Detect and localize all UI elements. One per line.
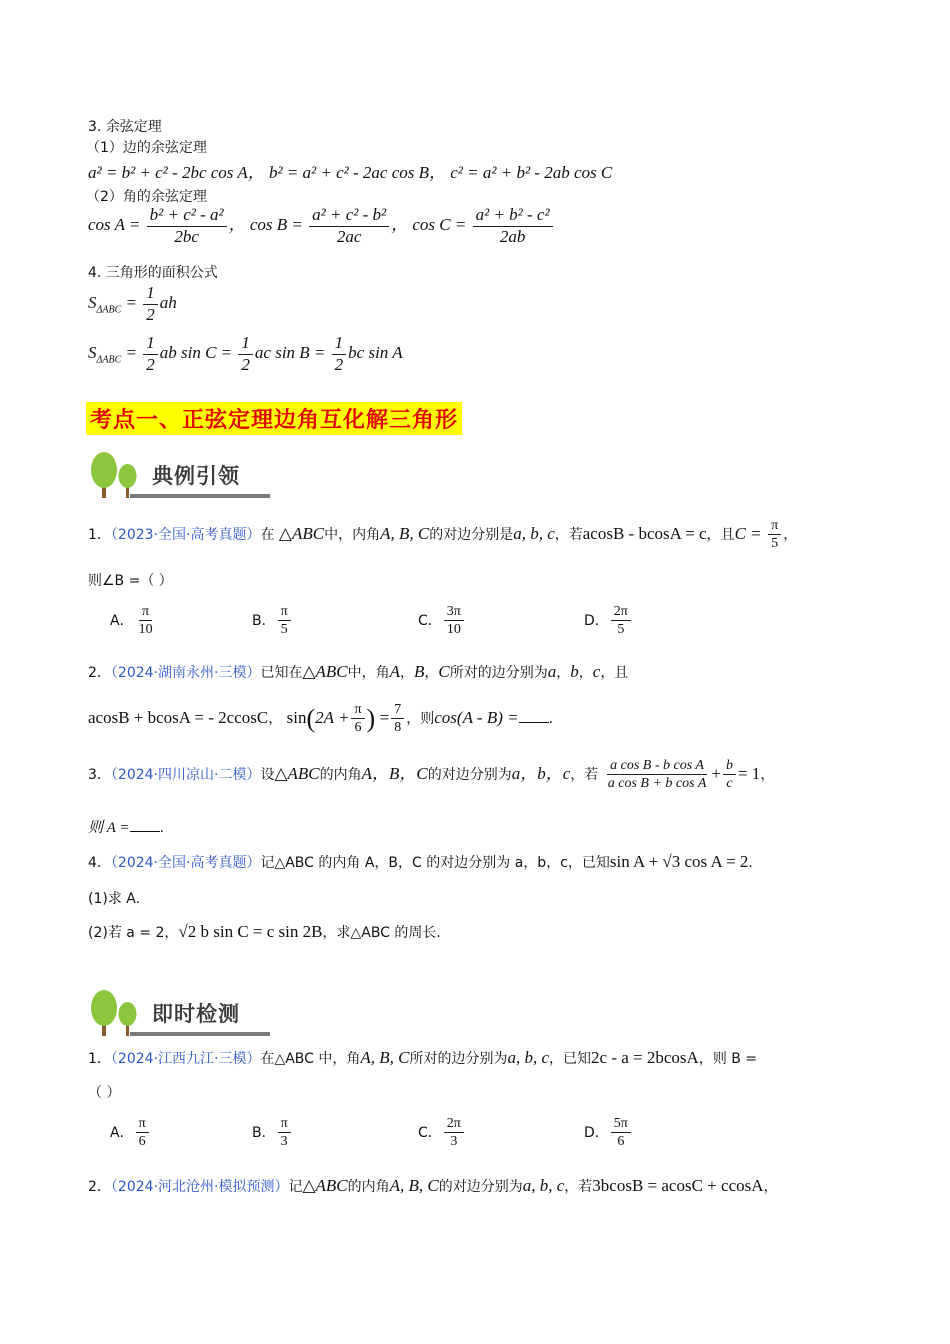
banner-tests (88, 986, 273, 1038)
test-q1-option-b[interactable]: B． $\frac{\pi}{3}$ (252, 1116, 293, 1150)
example-q1-option-d[interactable]: D． $\frac{2\pi}{5}$ (584, 604, 633, 638)
test-q2-line1: 2．（2024·河北沧州·模拟预测）记△ABC的内角A, B, C的对边分别为a, b, c，若3bcosB = acosC + ccosA， (88, 1176, 778, 1195)
cosC-fraction: $\frac{\text{a² + b² - c²}}{2ab}$ (473, 206, 553, 246)
example-q2-line2: acosB + bcosA = - 2ccosC， sin(2A + $\frac{\pi}{6}$ ) = $\frac{7}{8}$ ，则cos(A - B) = . (88, 702, 554, 736)
cosA-lhs: cos A = (88, 215, 141, 235)
area-formula-2: $S_{\Delta ABC}$ = $\frac{1}{2}$ ab sin C = $\frac{1}{2}$ ac sin B = $\frac{1}{2}$ bc sin A (88, 333, 403, 374)
banner-tests-label: 即时检测 (152, 1002, 240, 1026)
banner-examples (88, 448, 273, 500)
cosA-fraction: $\frac{\text{b² + c² - a²}}{2bc}$ (147, 206, 227, 246)
source-tag: （2024·湖南永州·三模） (110, 665, 261, 681)
source-tag: （2024·四川凉山·二模） (110, 766, 261, 783)
banner-examples-label: 典例引领 (152, 464, 240, 488)
tree-icon (88, 448, 148, 500)
example-q1-option-b[interactable]: B． $\frac{\pi}{5}$ (252, 604, 293, 638)
example-q2-line1: 2．（2024·湖南永州·三模）已知在△ABC中，角A，B，C所对的边分别为a，b，c，且 (88, 662, 629, 681)
source-tag: （2023·全国·高考真题） (110, 526, 261, 543)
cosine-law-sub2: （2）角的余弦定理 (86, 189, 207, 205)
eq-b: b² = a² + c² - 2ac cos B (268, 163, 430, 182)
cosC-lhs: cos C = (412, 215, 467, 235)
example-q1-line2: 则∠B =（ ） (88, 573, 173, 589)
example-q4-line1: 4．（2024·全国·高考真题）记△ABC 的内角 A，B，C 的对边分别为 a，b，c，已知sin A + √3 cos A = 2. (88, 852, 753, 871)
test-q1-line2: （ ） (88, 1085, 121, 1101)
cosine-law-sub1: （1）边的余弦定理 (86, 140, 207, 156)
source-tag: （2024·全国·高考真题） (110, 855, 261, 871)
cosine-eq-row: a² = b² + c² - 2bc cos A， b² = a² + c² - 2ac cos B， c² = a² + b² - 2ab cos C (88, 163, 613, 182)
answer-blank[interactable] (519, 708, 549, 723)
answer-blank[interactable] (130, 817, 160, 832)
example-q4-part1: (1)求 A. (88, 891, 141, 907)
source-tag: （2024·江西九江·三模） (110, 1051, 261, 1067)
example-q1-option-a[interactable]: A． $\frac{\pi}{10}$ (110, 604, 153, 638)
example-q4-part2: (2)若 a = 2，√2 b sin C = c sin 2B，求△ABC 的周长. (88, 922, 441, 941)
test-q1-option-d[interactable]: D． $\frac{5\pi}{6}$ (584, 1116, 633, 1150)
cosB-lhs: cos B = (249, 215, 303, 235)
eq-c: c² = a² + b² - 2ab cos C (450, 163, 613, 182)
area-heading: 4. 三角形的面积公式 (88, 265, 218, 281)
example-q3-line1: 3．（2024·四川凉山·二模）设△ABC的内角A，B，C的对边分别为a，b，c，若 $\frac{\text{a cos B - b cos A}}{\text{a cos B + b cos A}}$ + $\frac{b}{c}$ = 1， (88, 758, 775, 792)
example-q1-line1: 1．（2023·全国·高考真题）在 △ABC中，内角A, B, C的对边分别是a, b, c，若acosB - bcosA = c，且C = $\frac{\pi}{5}$ ， (88, 518, 798, 552)
test-q1-option-a[interactable]: A． $\frac{\pi}{6}$ (110, 1116, 151, 1150)
source-tag: （2024·河北沧州·模拟预测） (110, 1179, 289, 1195)
example-q3-line2: 则 A = . (88, 816, 164, 837)
cos-angle-row: cos A = $\frac{\text{b² + c² - a²}}{2bc}$ ， cos B = $\frac{\text{a² + c² - b²}}{2ac}$ ， cos C = $\frac{\text{a² + b² - c²}}{2ab}$ (88, 206, 555, 246)
cosine-law-heading: 3. 余弦定理 (88, 119, 162, 135)
area-formula-1: $S_{\Delta ABC}$ = $\frac{1}{2}$ ah (88, 283, 177, 324)
test-q1-line1: 1．（2024·江西九江·三模）在△ABC 中，角A, B, C所对的边分别为a, b, c，已知2c - a = 2bcosA，则 B = (88, 1048, 758, 1067)
tree-icon (88, 986, 148, 1038)
eq-a: a² = b² + c² - 2bc cos A (88, 163, 248, 182)
cosB-fraction: $\frac{\text{a² + c² - b²}}{2ac}$ (309, 206, 389, 246)
test-q1-option-c[interactable]: C． $\frac{2\pi}{3}$ (418, 1116, 466, 1150)
example-q1-option-c[interactable]: C． $\frac{3\pi}{10}$ (418, 604, 466, 638)
topic-title: 考点一、正弦定理边角互化解三角形 (86, 402, 462, 435)
